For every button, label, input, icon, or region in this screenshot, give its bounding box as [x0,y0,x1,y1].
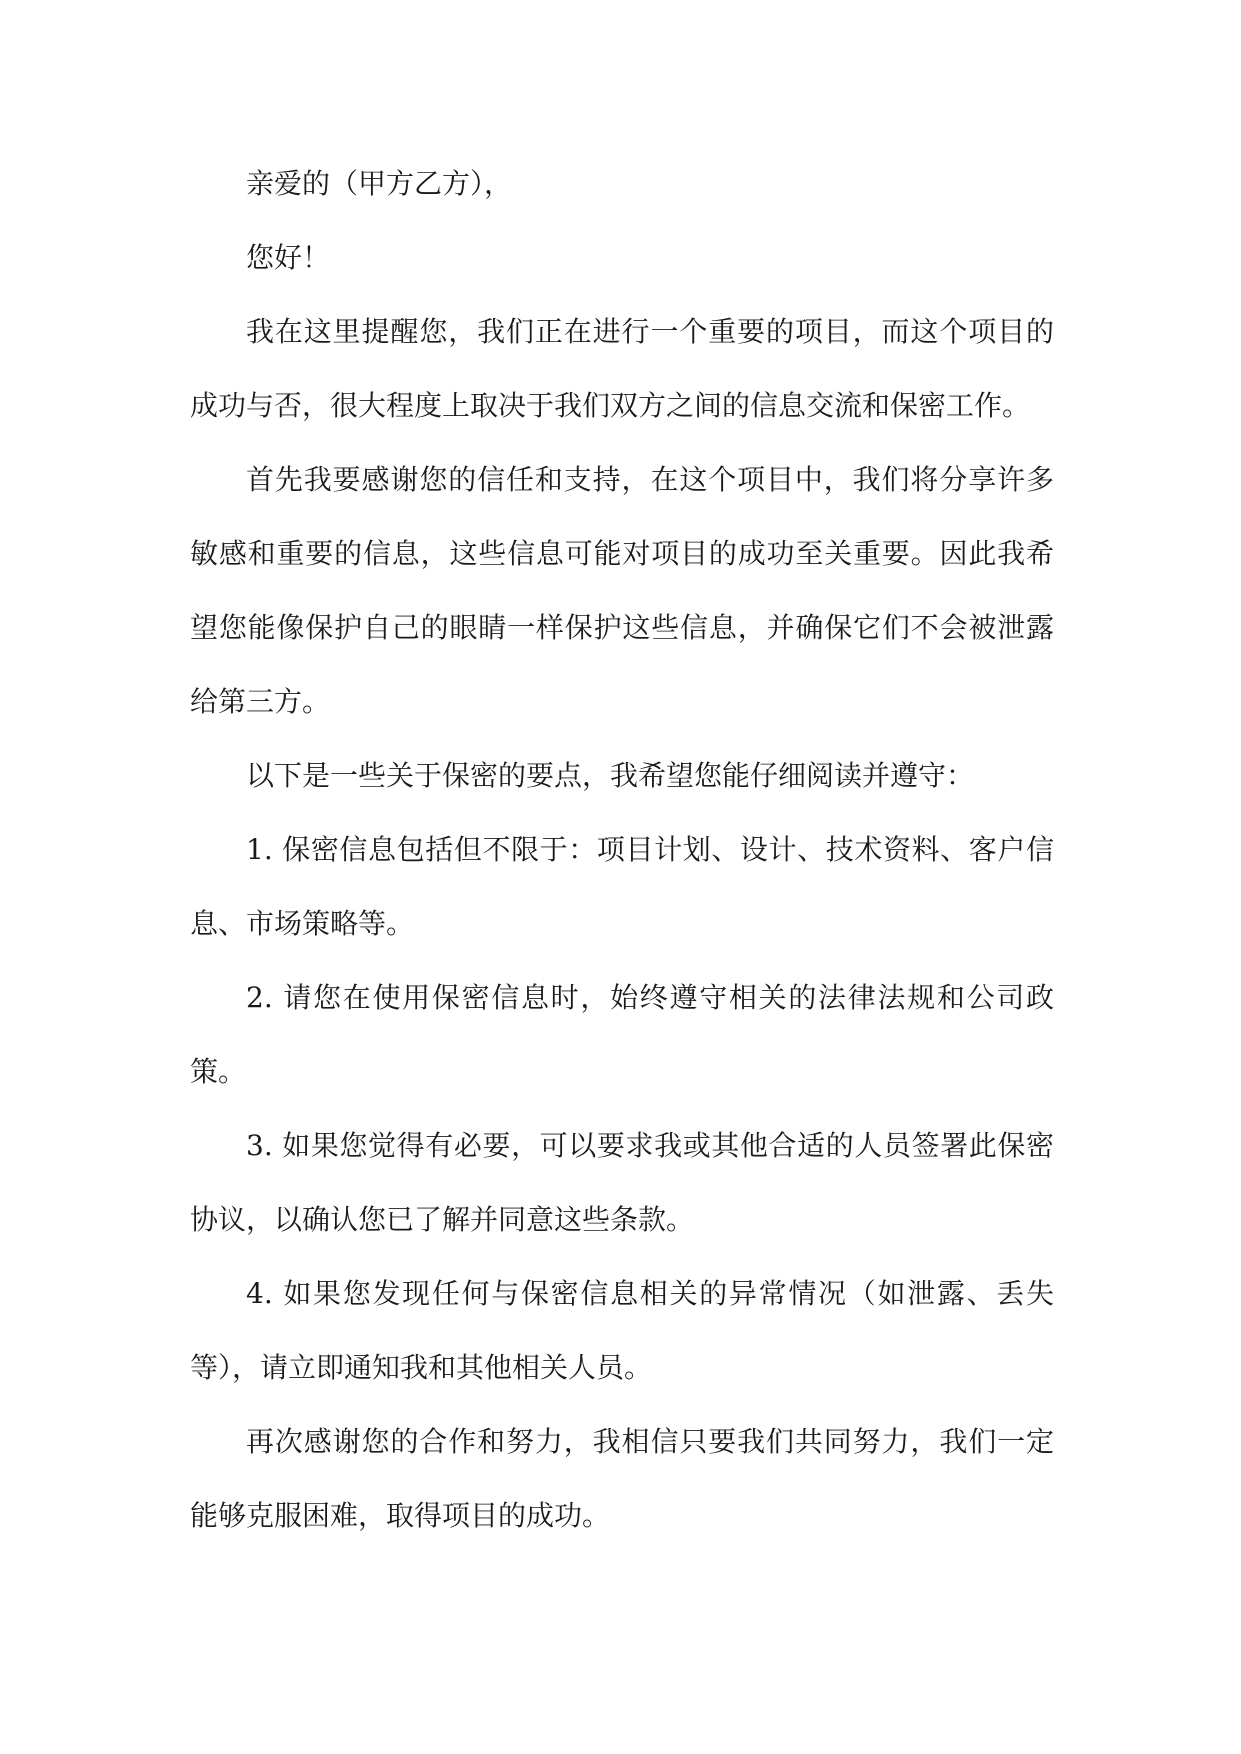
salutation: 亲爱的（甲方乙方）， [246,167,513,200]
paragraph-thanks: 首先我要感谢您的信任和支持，在这个项目中，我们将分享许多敏感和重要的信息，这些信息可能对项目的成功至关重要。因此我希望您能像保护自己的眼睛一样保护这些信息，并确保它们不会被泄露给第三方。 [190,463,1054,718]
point-item-1: 1. 保密信息包括但不限于：项目计划、设计、技术资料、客户信息、市场策略等。 [190,833,1054,940]
letter-body [190,147,1054,1553]
point-item-2: 2. 请您在使用保密信息时，始终遵守相关的法律法规和公司政策。 [190,981,1054,1088]
point-item-4: 4. 如果您发现任何与保密信息相关的异常情况（如泄露、丢失等），请立即通知我和其他相关人员。 [190,1277,1054,1384]
greeting: 您好！ [246,241,331,274]
paragraph-closing: 再次感谢您的合作和努力，我相信只要我们共同努力，我们一定能够克服困难，取得项目的成功。 [190,1425,1054,1532]
paragraph-intro: 我在这里提醒您，我们正在进行一个重要的项目，而这个项目的成功与否，很大程度上取决于我们双方之间的信息交流和保密工作。 [190,315,1054,422]
point-item-3: 3. 如果您觉得有必要，可以要求我或其他合适的人员签署此保密协议，以确认您已了解并同意这些条款。 [190,1129,1054,1236]
paragraph-points-lead: 以下是一些关于保密的要点，我希望您能仔细阅读并遵守： [246,759,975,792]
